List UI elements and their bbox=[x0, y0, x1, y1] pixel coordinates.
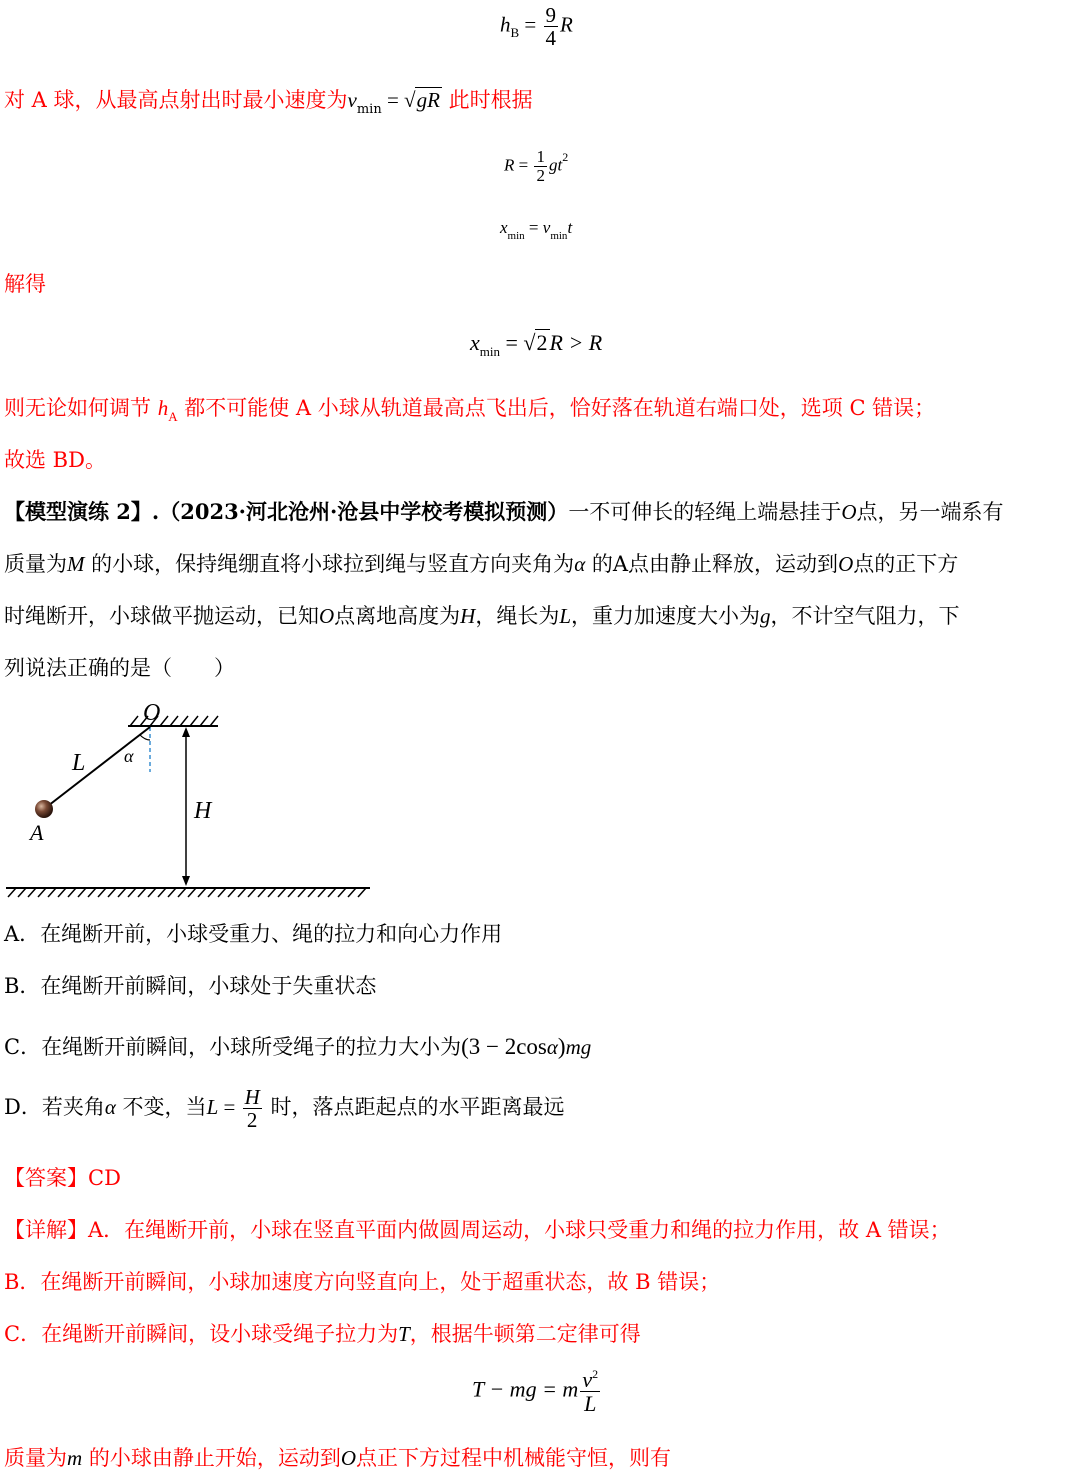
problem-tag: 【模型演练 2】.（2023·河北沧州·沧县中学校考模拟预测） bbox=[4, 499, 569, 524]
eq-T-num-sup: 2 bbox=[592, 1367, 599, 1381]
eq-R-lhs: R bbox=[504, 155, 515, 175]
last-line-t1: 质量为 bbox=[4, 1446, 67, 1470]
line-a-ball-text2: 此时根据 bbox=[441, 88, 533, 112]
eq-xmin-equals: = bbox=[524, 218, 543, 237]
eq-hB-fraction bbox=[544, 4, 559, 49]
detail-C bbox=[4, 1318, 641, 1348]
eq-R-sup: 2 bbox=[562, 150, 569, 165]
detail-C-text1: C．在绳断开前瞬间，设小球受绳子拉力为 bbox=[4, 1322, 399, 1346]
eq-xmin-lhs-sub: min bbox=[507, 230, 525, 242]
eq-xmin-tail: t bbox=[567, 218, 573, 237]
eq-T-den: L bbox=[584, 1391, 597, 1417]
line-conclusion bbox=[4, 392, 935, 422]
option-C-expr: (3 − 2cos bbox=[461, 1034, 547, 1059]
option-C-alpha: α bbox=[546, 1035, 558, 1059]
eq-hB-equals: = bbox=[519, 12, 542, 37]
option-C bbox=[4, 1031, 591, 1061]
pendulum-diagram bbox=[0, 690, 380, 902]
equation-hB bbox=[500, 4, 573, 49]
rope-line bbox=[44, 727, 150, 809]
problem-p4: 的小球，保持绳绷直将小球拉到绳与竖直方向夹角为 bbox=[84, 552, 575, 576]
eq-R-fraction bbox=[534, 148, 547, 185]
line-a-ball: 对 A 球，从最高点射出时最小速度为$v_{min} = √gR$ 此时根据 bbox=[4, 88, 533, 117]
line-a-ball-text1: 对 A 球，从最高点射出时最小速度为 bbox=[4, 88, 348, 112]
problem-line-1 bbox=[4, 496, 1003, 526]
option-B: B．在绳断开前瞬间，小球处于失重状态 bbox=[4, 974, 377, 998]
eq-hB-num: 9 bbox=[545, 3, 557, 27]
eq-xmin-rhs-sub: min bbox=[550, 230, 568, 242]
eq-xmin-rhs: v bbox=[542, 218, 551, 237]
equation-T bbox=[472, 1368, 602, 1415]
height-arrow-head-bottom bbox=[182, 876, 190, 886]
last-line-m: m bbox=[67, 1446, 83, 1470]
solve-label: 解得 bbox=[4, 272, 46, 296]
last-line-O: O bbox=[340, 1446, 357, 1470]
problem-var-O-3: O bbox=[319, 604, 335, 628]
problem-var-g: g bbox=[760, 604, 771, 628]
problem-p9: ，绳长为 bbox=[475, 604, 560, 628]
line-a-ball-var-sub: min bbox=[356, 102, 382, 117]
label-O: O bbox=[143, 700, 161, 726]
eq-hB-lhs: h bbox=[500, 12, 511, 37]
option-D-text1: D．若夹角 bbox=[4, 1095, 105, 1120]
eq-xmin2-equals: = bbox=[500, 330, 524, 355]
eq-xmin-lhs: x bbox=[500, 218, 508, 237]
detail-C-text2: ，根据牛顿第二定律可得 bbox=[409, 1322, 641, 1346]
option-C-mg: mg bbox=[565, 1035, 592, 1059]
ground-hatch bbox=[8, 888, 366, 897]
detail-B: B．在绳断开前瞬间，小球加速度方向竖直向上，处于超重状态，故 B 错误； bbox=[4, 1270, 721, 1294]
option-D-text3: 时，落点距起点的水平距离最远 bbox=[263, 1095, 565, 1120]
option-A: A．在绳断开前，小球受重力、绳的拉力和向心力作用 bbox=[4, 922, 503, 946]
problem-p11: ，不计空气阻力，下 bbox=[770, 604, 960, 628]
line-a-ball-eq: = bbox=[381, 88, 405, 112]
problem-p5: 的A点由静止释放，运动到 bbox=[585, 552, 839, 576]
ball-A bbox=[35, 800, 53, 818]
problem-line-4: 列说法正确的是（ ） bbox=[4, 656, 235, 680]
eq-R-rhs: gt bbox=[548, 155, 563, 175]
eq-hB-lhs-sub: B bbox=[510, 25, 520, 41]
label-A: A bbox=[30, 820, 44, 845]
problem-p6: 点的正下方 bbox=[853, 552, 959, 576]
eq-xmin2-sqrt: 2 bbox=[536, 330, 548, 355]
detail-A: 【详解】A．在绳断开前，小球在竖直平面内做圆周运动，小球只受重力和绳的拉力作用，故 A 错误； bbox=[4, 1218, 951, 1242]
eq-xmin2-lhs-sub: min bbox=[479, 344, 500, 359]
equation-R bbox=[504, 148, 568, 185]
option-D-text2: 不变，当 bbox=[115, 1095, 207, 1120]
option-D-L: L bbox=[206, 1095, 219, 1120]
eq-T-num-var: v bbox=[582, 1367, 593, 1392]
line-a-ball-var: v bbox=[347, 88, 357, 112]
label-L: L bbox=[72, 750, 86, 776]
eq-R-equals: = bbox=[514, 155, 533, 175]
option-D-fraction bbox=[243, 1086, 262, 1131]
line-conclusion-text1: 则无论如何调节 bbox=[4, 396, 158, 420]
option-C-text: C．在绳断开前瞬间，小球所受绳子的拉力大小为 bbox=[4, 1035, 462, 1059]
option-D bbox=[4, 1086, 564, 1131]
equation-xmin bbox=[500, 218, 573, 242]
option-D-den: 2 bbox=[246, 1108, 258, 1133]
line-conclusion-var-sub: A bbox=[168, 409, 178, 424]
label-alpha: α bbox=[124, 746, 134, 766]
eq-T-lhs: T − mg = m bbox=[472, 1376, 579, 1402]
problem-line-3 bbox=[4, 600, 960, 630]
problem-var-H: H bbox=[460, 604, 476, 628]
option-D-alpha: α bbox=[104, 1095, 116, 1120]
answer: 【答案】CD bbox=[4, 1166, 121, 1190]
eq-xmin2-tail: R > R bbox=[549, 330, 603, 355]
problem-var-M: M bbox=[67, 552, 85, 576]
equation-xmin-2: $x_{min} = √2R > R$ bbox=[470, 330, 603, 359]
problem-line-2 bbox=[4, 548, 958, 578]
eq-T-fraction bbox=[580, 1368, 600, 1415]
problem-var-O-2: O bbox=[838, 552, 854, 576]
eq-hB-den: 4 bbox=[545, 26, 557, 51]
line-conclusion-var: h bbox=[157, 396, 169, 420]
line-choose: 故选 BD。 bbox=[4, 448, 106, 472]
option-C-close: ) bbox=[557, 1034, 566, 1059]
line-a-ball-sqrt: gR bbox=[416, 88, 440, 112]
problem-p8: 点离地高度为 bbox=[334, 604, 461, 628]
height-arrow-head-top bbox=[182, 727, 190, 737]
problem-p10: ，重力加速度大小为 bbox=[571, 604, 761, 628]
eq-R-num: 1 bbox=[536, 147, 545, 166]
problem-var-alpha: α bbox=[574, 552, 586, 576]
problem-p3: 质量为 bbox=[4, 552, 67, 576]
eq-T-num bbox=[580, 1368, 600, 1392]
eq-R-den: 2 bbox=[536, 165, 545, 185]
eq-xmin2-lhs: x bbox=[470, 330, 480, 355]
problem-p7: 时绳断开，小球做平抛运动，已知 bbox=[4, 604, 319, 628]
label-H: H bbox=[194, 798, 212, 824]
option-D-num: H bbox=[244, 1085, 260, 1109]
last-line-t2: 的小球由静止开始，运动到 bbox=[82, 1446, 341, 1470]
eq-hB-rhs: R bbox=[560, 12, 573, 37]
problem-p1: 一不可伸长的轻绳上端悬挂于 bbox=[568, 500, 842, 524]
last-line bbox=[4, 1442, 671, 1472]
problem-var-L: L bbox=[559, 604, 572, 628]
detail-C-T: T bbox=[398, 1322, 410, 1346]
problem-p2: 点，另一端系有 bbox=[856, 500, 1004, 524]
line-conclusion-text2: 都不可能使 A 小球从轨道最高点飞出后，恰好落在轨道右端口处，选项 C 错误； bbox=[177, 396, 936, 420]
option-D-eq: = bbox=[218, 1095, 241, 1120]
angle-arc bbox=[140, 735, 150, 740]
last-line-t3: 点正下方过程中机械能守恒，则有 bbox=[356, 1446, 672, 1470]
problem-var-O: O bbox=[841, 500, 857, 524]
